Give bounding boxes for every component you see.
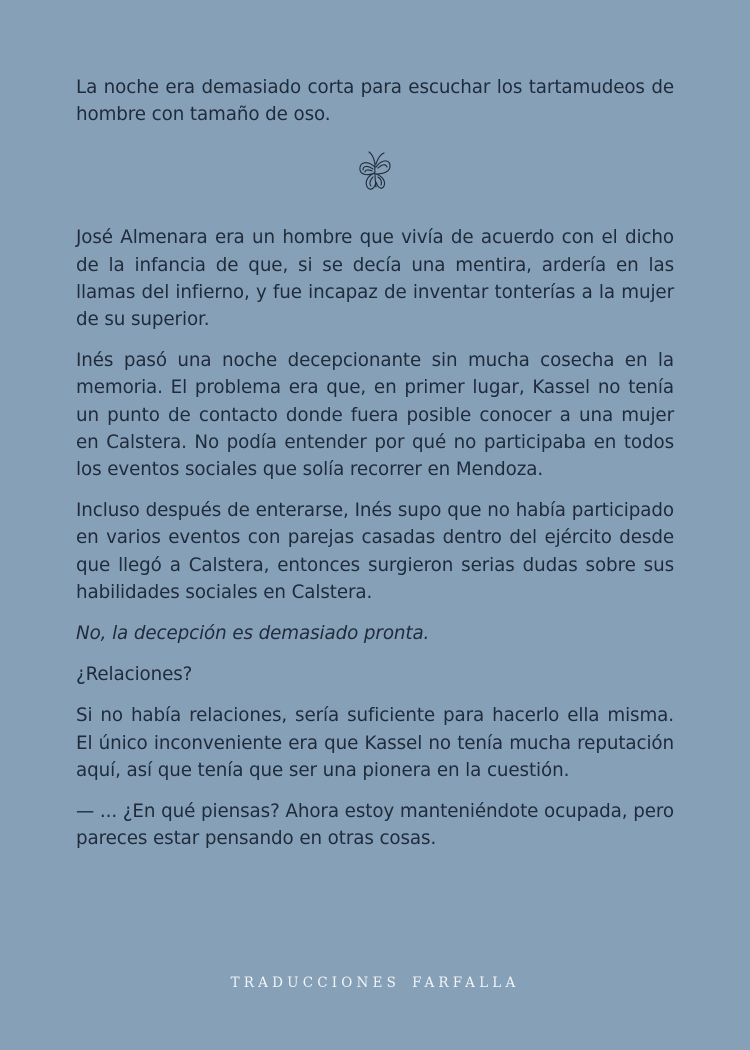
footer-word-2: FARFALLA — [412, 975, 520, 991]
paragraph-2: Inés pasó una noche decepcionante sin mucha cosecha en la memoria. El problema era que, en primer lugar, Kassel no tenía un punto de contacto donde fuera posible conocer a una mujer en Calstera. No podía entender por qué no participaba en todos los eventos sociales que solía recorrer en Mendoza. — [76, 350, 674, 481]
section-ornament — [76, 146, 674, 194]
intro-paragraph: La noche era demasiado corta para escuchar los tartamudeos de hombre con tamaño de oso. — [76, 77, 674, 126]
butterfly-icon — [355, 146, 395, 194]
footer-word-1: TRADUCCIONES — [230, 975, 401, 991]
footer-credit — [0, 975, 750, 991]
paragraph-1: José Almenara era un hombre que vivía de acuerdo con el dicho de la infancia de que, si se decía una mentira, ardería en las llamas del infierno, y fue incapaz de inventar tonterías a la mujer de su superior. — [76, 227, 674, 331]
paragraph-6: Si no había relaciones, sería suficiente para hacerlo ella misma. El único inconveniente era que Kassel no tenía mucha reputación aquí, así que tenía que ser una pionera en la cuestión. — [76, 705, 674, 781]
document-body — [76, 74, 674, 866]
paragraph-4-italic-thought: No, la decepción es demasiado pronta. — [76, 623, 430, 645]
paragraph-5: ¿Relaciones? — [76, 664, 193, 686]
paragraph-3: Incluso después de enterarse, Inés supo que no había participado en varios eventos con parejas casadas dentro del ejército desde que llegó a Calstera, entonces surgieron serias dudas sobre sus habilidades sociales en Calstera. — [76, 500, 674, 603]
paragraph-7-dialogue: — ... ¿En qué piensas? Ahora estoy manteniéndote ocupada, pero pareces estar pensando en otras cosas. — [76, 801, 674, 850]
